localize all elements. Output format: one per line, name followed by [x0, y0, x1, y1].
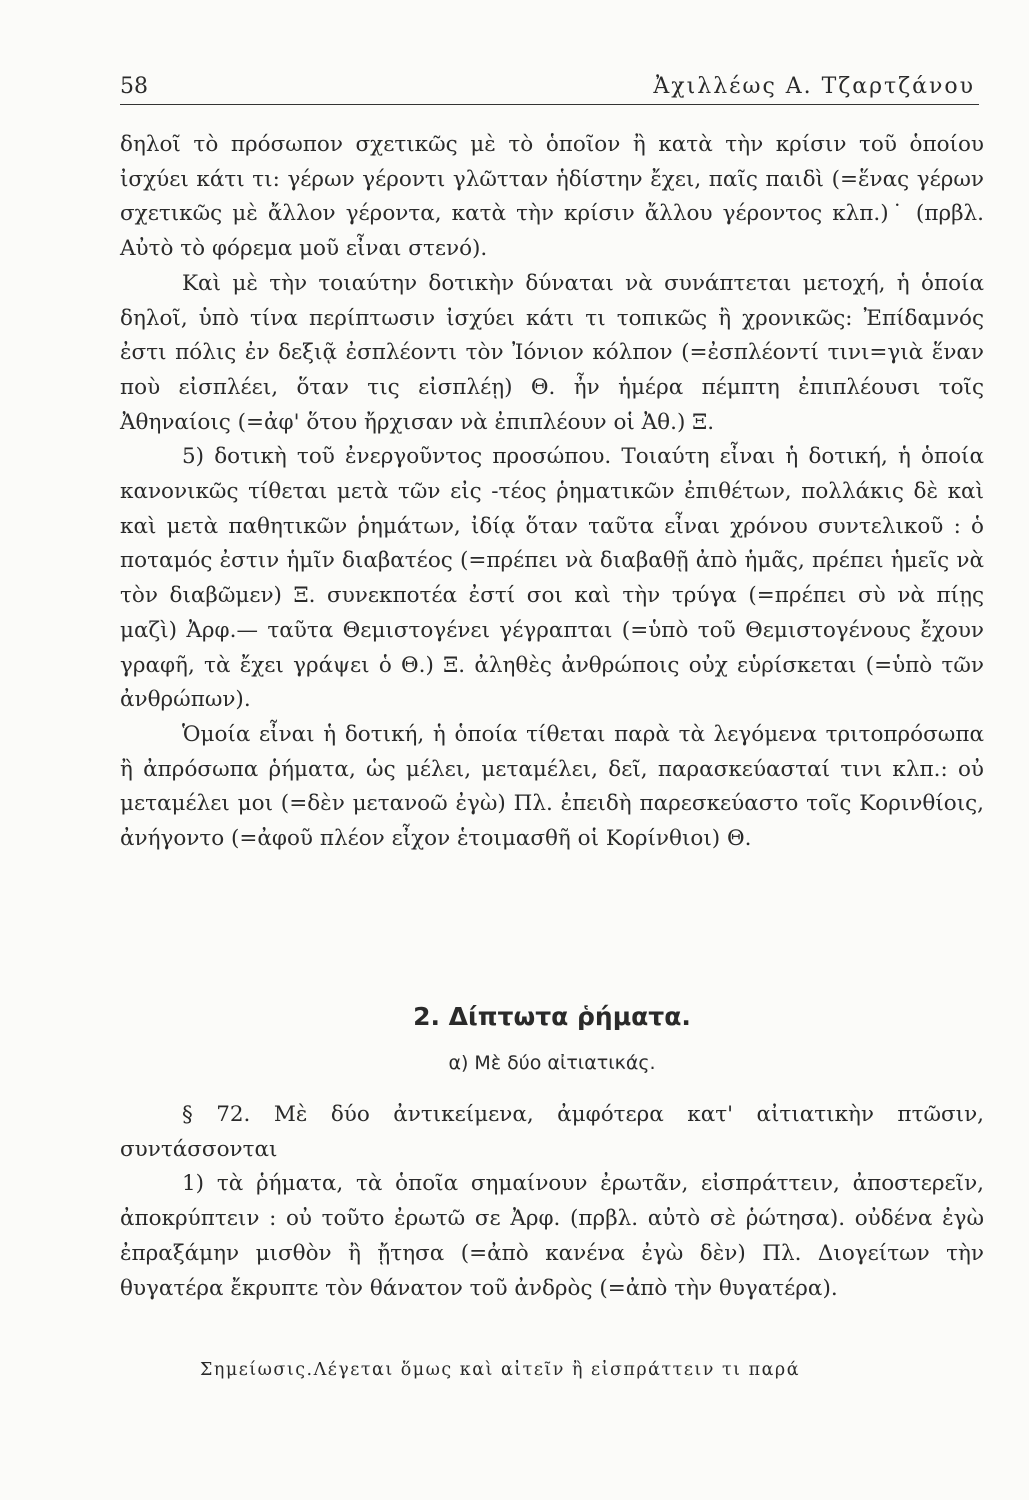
subsection-title: α) Μὲ δύο αἰτιατικάς.	[448, 1052, 656, 1074]
paragraph-5: § 72. Μὲ δύο ἀντικείμενα, ἀμφότερα κατ' αἰτιατικὴν πτῶσιν, συντάσσονται	[120, 1102, 984, 1162]
page-number: 58	[120, 74, 148, 99]
paragraph-4: Ὁμοία εἶναι ἡ δοτική, ἡ ὁποία τίθεται παρὰ τὰ λεγόμενα τριτοπρόσωπα ἢ ἀπρόσωπα ῥήματα, ὡς μέλει, μεταμέλει, δεῖ, παρασκεύασταί τινι κλπ.: οὐ μεταμέλει μοι (=δὲν μετανοῶ ἐγὼ) Πλ. ἐπειδὴ παρεσκεύαστο τοῖς Κορινθίοις, ἀνήγοντο (=ἀφοῦ πλέον εἶχον ἑτοιμασθῆ οἱ Κορίνθιοι) Θ.	[120, 721, 984, 852]
paragraph-1: δηλοῖ τὸ πρόσωπον σχετικῶς μὲ τὸ ὁποῖον ἢ κατὰ τὴν κρίσιν τοῦ ὁποίου ἰσχύει κάτι τι: γέρων γέροντι γλῶτταν ἡδίστην ἔχει, παῖς παιδὶ (=ἕνας γέρων σχετικῶς μὲ ἄλλον γέροντα, κατὰ τὴν κρίσιν ἄλλου γέροντος κλπ.)˙ (πρβλ. Αὐτὸ τὸ φόρεμα μοῦ εἶναι στενό).	[120, 132, 984, 262]
paragraph-6: 1) τὰ ῥήματα, τὰ ὁποῖα σημαίνουν ἐρωτᾶν, εἰσπράττειν, ἀποστερεῖν, ἀποκρύπτειν : οὐ τοῦτο ἐρωτῶ σε Ἀρφ. (πρβλ. αὐτὸ σὲ ῥώτησα). οὐδένα ἐγὼ ἐπραξάμην μισθὸν ἢ ᾔτησα (=ἀπὸ κανένα ἐγὼ δὲν) Πλ. Διογείτων τὴν θυγατέρα ἔκρυπτε τὸν θάνατον τοῦ ἀνδρὸς (=ἀπὸ τὴν θυγατέρα).	[120, 1171, 984, 1301]
section-text	[120, 1098, 984, 1306]
paragraph-3: 5) δοτικὴ τοῦ ἐνεργοῦντος προσώπου. Τοιαύτη εἶναι ἡ δοτική, ἡ ὁποία κανονικῶς τίθεται μετὰ τῶν εἰς -τέος ῥηματικῶν ἐπιθέτων, πολλάκις δὲ καὶ καὶ μετὰ παθητικῶν ῥημάτων, ἰδίᾳ ὅταν ταῦτα εἶναι χρόνου συντελικοῦ : ὁ ποταμός ἐστιν ἡμῖν διαβατέος (=πρέπει νὰ διαβαθῇ ἀπὸ ἡμᾶς, πρέπει ἡμεῖς νὰ τὸν διαβῶμεν) Ξ. συνεκποτέα ἐστί σοι καὶ τὴν τρύγα (=πρέπει σὺ νὰ πίῃς μαζὶ) Ἀρφ.— ταῦτα Θεμιστογένει γέγραπται (=ὑπὸ τοῦ Θεμιστογένους ἔχουν γραφῆ, τὰ ἔχει γράψει ὁ Θ.) Ξ. ἀληθὲς ἀνθρώποις οὐχ εὑρίσκεται (=ὑπὸ τῶν ἀνθρώπων).	[120, 444, 984, 713]
running-title: Ἀχιλλέως Α. Τζαρτζάνου	[653, 74, 975, 99]
main-text	[120, 128, 984, 857]
section-title: 2. Δίπτωτα ῥήματα.	[413, 1002, 691, 1031]
footnote: Σημείωσις.Λέγεται ὅμως καὶ αἰτεῖν ἢ εἰσπράττειν τι παρά	[200, 1360, 801, 1380]
page-header	[120, 66, 979, 105]
paragraph-2: Καὶ μὲ τὴν τοιαύτην δοτικὴν δύναται νὰ συνάπτεται μετοχή, ἡ ὁποία δηλοῖ, ὑπὸ τίνα περίπτωσιν ἰσχύει κάτι τι τοπικῶς ἢ χρονικῶς: Ἐπίδαμνός ἐστι πόλις ἐν δεξιᾷ ἐσπλέοντι τὸν Ἰόνιον κόλπον (=ἐσπλέοντί τινι=γιὰ ἕναν ποὺ εἰσπλέει, ὅταν τις εἰσπλέῃ) Θ. ἦν ἡμέρα πέμπτη ἐπιπλέουσι τοῖς Ἀθηναίοις (=ἀφ' ὅτου ἤρχισαν νὰ ἐπιπλέουν οἱ Ἀθ.) Ξ.	[120, 270, 984, 435]
